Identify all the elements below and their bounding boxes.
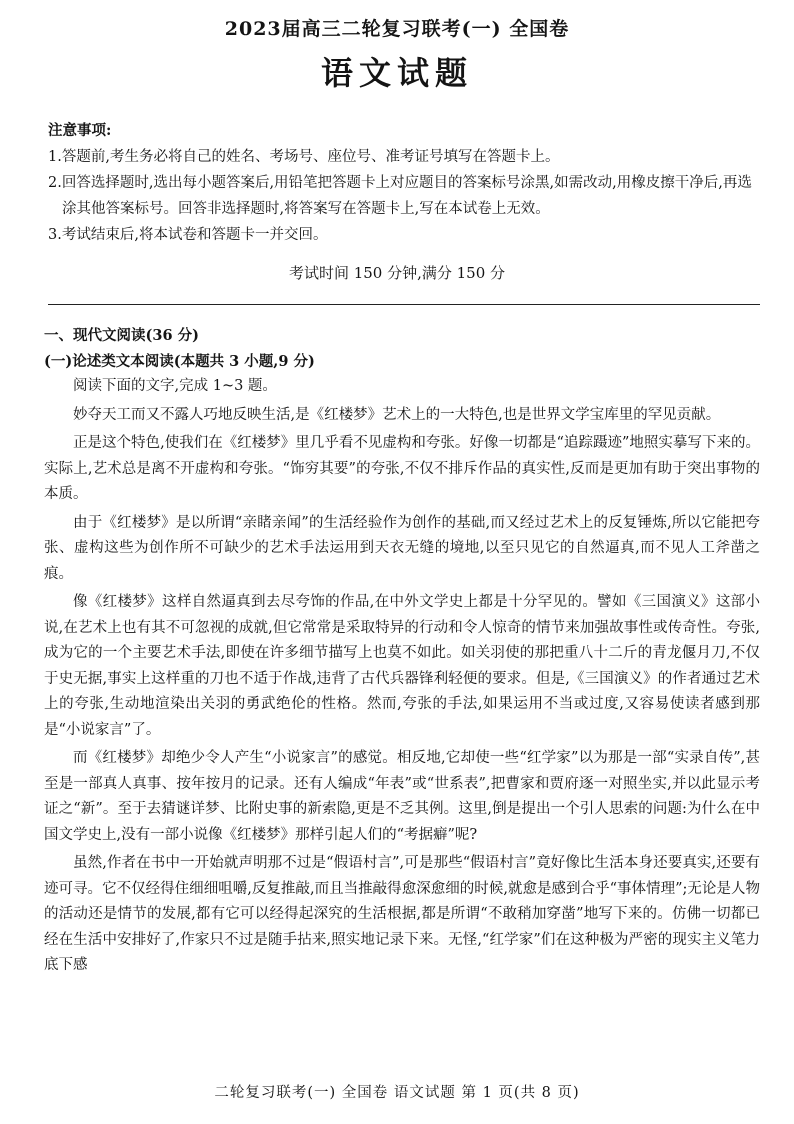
passage-paragraph: 而《红楼梦》却绝少令人产生“小说家言”的感觉。相反地,它却使一些“红学家”以为那是一部“实录自传”,甚至是一部真人真事、按年按月的记录。还有人编成“年表”或“世系表”,把曹家和贾府逐一对照坐实,并以此显示考证之“新”。至于去猜谜详梦、比附史事的新索隐,更是不乏其例。这里,倒是提出一个引人思索的问题:为什么在中国文学史上,没有一部小说像《红楼梦》那样引起人们的“考据癖”呢? bbox=[44, 750, 760, 843]
subject-title: 语文试题 bbox=[320, 54, 473, 92]
notes-item: 3.考试结束后,将本试卷和答题卡一并交回。 bbox=[48, 227, 328, 243]
notes-item: 1.答题前,考生务必将自己的姓名、考场号、座位号、准考证号填写在答题卡上。 bbox=[48, 149, 560, 165]
notes-heading: 注意事项: bbox=[48, 122, 112, 139]
divider bbox=[48, 304, 760, 305]
passage-paragraph: 像《红楼梦》这样自然逼真到去尽夸饰的作品,在中外文学史上都是十分罕见的。譬如《三国演义》这部小说,在艺术上也有其不可忽视的成就,但它常常是采取特异的行动和令人惊奇的情节来加强故事性或传奇性。夸张,成为它的一个主要艺术手法,即使在许多细节描写上也莫不如此。如关羽使的那把重八十二斤的青龙偃月刀,不仅于史无据,事实上这样重的刀也不适于作战,违背了古代兵器锋利轻便的要求。但是,《三国演义》的作者通过艺术上的夸张,生动地渲染出关羽的勇武绝伦的性格。然而,夸张的手法,如果运用不当或过度,又容易使读者感到那是“小说家言”了。 bbox=[44, 594, 760, 738]
passage-paragraph: 妙夺天工而又不露人巧地反映生活,是《红楼梦》艺术上的一大特色,也是世界文学宝库里的罕见贡献。 bbox=[73, 406, 721, 423]
section-title: 一、现代文阅读(36 分) bbox=[44, 327, 199, 344]
section-subtitle: (一)论述类文本阅读(本题共 3 小题,9 分) bbox=[44, 352, 315, 370]
passage-paragraph: 虽然,作者在书中一开始就声明那不过是“假语村言”,可是那些“假语村言”竟好像比生活本身还要真实,还要有迹可寻。它不仅经得住细细咀嚼,反复推敲,而且当推敲得愈深愈细的时候,就愈是感到合乎“事体情理”;无论是人物的活动还是情节的发展,都有它可以经得起深究的生活根据,都是所谓“不敢稍加穿凿”地写下来的。仿佛一切都已经在生活中安排好了,作家只不过是随手拈来,照实地记录下来。无怪,“红学家”们在这种极为严密的现实主义笔力底下感 bbox=[44, 855, 760, 973]
instruction: 阅读下面的文字,完成 1~3 题。 bbox=[73, 378, 277, 394]
reading-section bbox=[44, 323, 760, 982]
notes-block bbox=[48, 118, 760, 248]
exam-time: 考试时间 150 分钟,满分 150 分 bbox=[288, 264, 506, 282]
exam-title: 2023届高三二轮复习联考(一) 全国卷 bbox=[224, 18, 570, 40]
passage-paragraph: 正是这个特色,使我们在《红楼梦》里几乎看不见虚构和夸张。好像一切都是“追踪蹑迹”地照实摹写下来的。实际上,艺术总是离不开虚构和夸张。“饰穷其要”的夸张,不仅不排斥作品的真实性,反而是更加有助于突出事物的本质。 bbox=[44, 435, 760, 502]
page-footer: 二轮复习联考(一) 全国卷 语文试题 第 1 页(共 8 页) bbox=[214, 1085, 580, 1101]
notes-item: 2.回答选择题时,选出每小题答案后,用铅笔把答题卡上对应题目的答案标号涂黑,如需改动,用橡皮擦干净后,再选涂其他答案标号。回答非选择题时,将答案写在答题卡上,写在本试卷上无效。 bbox=[48, 175, 752, 217]
passage-paragraph: 由于《红楼梦》是以所谓“亲睹亲闻”的生活经验作为创作的基础,而又经过艺术上的反复锤炼,所以它能把夸张、虚构这些为创作所不可缺少的艺术手法运用到天衣无缝的境地,以至只见它的自然逼真,而不见人工斧凿之痕。 bbox=[44, 514, 760, 582]
